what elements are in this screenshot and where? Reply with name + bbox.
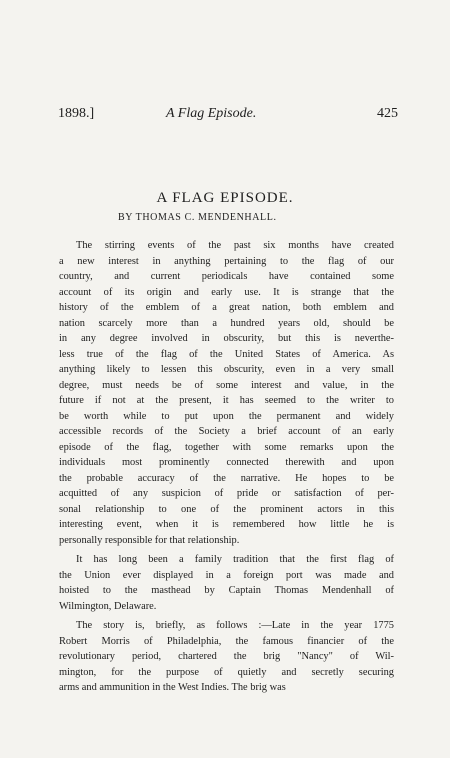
text-line: be worth while to put upon the permanent and widely: [59, 410, 394, 422]
text-line: accessible records of the Society a brief account of an early: [59, 426, 394, 437]
text-line: degree, must needs be of some interest and value, in the: [59, 379, 394, 391]
text-line: anything likely to lessen this obscurity, even in a very small: [59, 364, 394, 375]
page-number: 425: [377, 106, 398, 121]
running-head-title: A Flag Episode.: [166, 106, 257, 121]
text-line: The stirring events of the past six months have created: [76, 240, 394, 251]
text-line: personally responsible for that relationship.: [59, 534, 240, 546]
text-line: individuals most prominently connected therewith and upon: [59, 457, 394, 468]
text-line: mington, for the purpose of quietly and secretly securing: [59, 666, 394, 678]
running-head: [58, 106, 398, 124]
paragraph: [59, 238, 394, 548]
text-line: It has long been a family tradition that the first flag of: [76, 554, 394, 565]
text-line: acquitted of any suspicion of pride or satisfaction of per-: [59, 488, 394, 499]
text-line: hoisted to the masthead by Captain Thomas Mendenhall of: [59, 585, 394, 596]
text-line: revolutionary period, chartered the brig "Nancy" of Wil-: [59, 651, 394, 662]
text-line: the probable accuracy of the narrative. He hopes to be: [59, 472, 394, 484]
text-line: nation scarcely more than a hundred years old, should be: [59, 317, 394, 329]
article-body: [59, 238, 394, 696]
text-line: interesting event, when it is remembered how little he is: [59, 519, 394, 530]
text-line: the Union ever displayed in a foreign port was made and: [59, 569, 394, 581]
article-byline: BY THOMAS C. MENDENHALL.: [118, 212, 277, 223]
text-line: less true of the flag of the United States of America. As: [59, 348, 394, 360]
text-line: episode of the flag, together with some remarks upon the: [59, 441, 394, 453]
text-line: arms and ammunition in the West Indies. The brig was: [59, 682, 286, 693]
text-line: a new interest in anything pertaining to the flag of our: [59, 255, 394, 267]
article-title: A FLAG EPISODE.: [156, 190, 294, 206]
text-line: country, and current periodicals have contained some: [59, 271, 394, 282]
text-line: account of its origin and early use. It is strange that the: [59, 286, 394, 298]
paragraph: [59, 618, 394, 696]
text-line: in any degree involved in obscurity, but this is neverthe-: [59, 333, 394, 344]
running-head-year: 1898.]: [58, 106, 95, 121]
text-line: sonal relationship to one of the prominent actors in this: [59, 503, 394, 515]
text-line: history of the emblem of a great nation, both emblem and: [59, 302, 394, 313]
text-line: future if not at the present, it has seemed to the writer to: [59, 395, 394, 406]
text-line: The story is, briefly, as follows :—Late in the year 1775: [76, 620, 394, 631]
text-line: Wilmington, Delaware.: [59, 600, 157, 612]
text-line: Robert Morris of Philadelphia, the famous financier of the: [59, 635, 394, 647]
paragraph: [59, 552, 394, 614]
